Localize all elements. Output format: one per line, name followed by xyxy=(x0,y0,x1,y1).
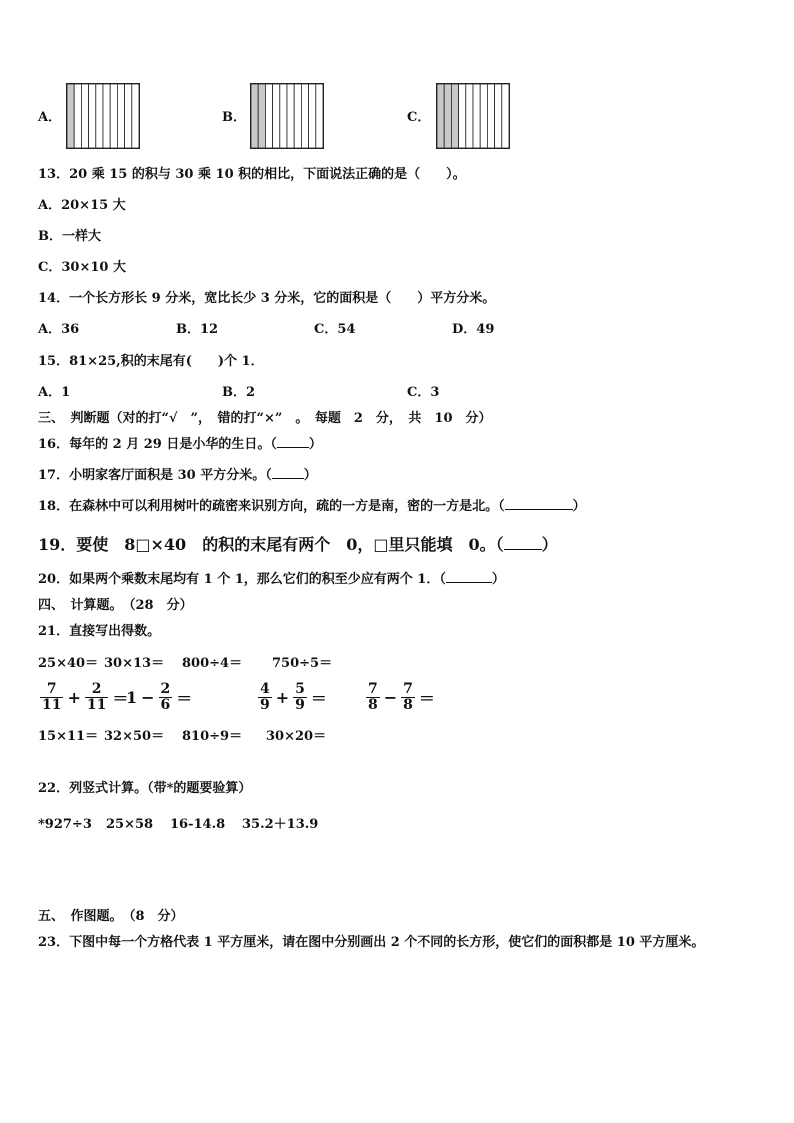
q12-option-b-label: B． xyxy=(222,110,246,125)
fraction xyxy=(366,682,380,713)
shaded-strip xyxy=(444,84,451,148)
numerator: 7 xyxy=(368,681,378,697)
calc-item: 25×40＝ xyxy=(38,656,99,671)
q14-stem: 14．一个长方形长 9 分米，宽比长少 3 分米，它的面积是（ ）平方分米。 xyxy=(38,291,496,306)
q12-figure-c xyxy=(436,83,510,149)
fraction-expression-1 xyxy=(38,682,130,713)
q14-option-d: D．49 xyxy=(452,322,495,337)
q17-answer-blank[interactable] xyxy=(272,478,304,479)
blank-strip xyxy=(265,84,272,148)
q14-option-c: C．54 xyxy=(314,322,356,337)
q17-text: 17．小明家客厅面积是 30 平方分米。（ xyxy=(38,468,272,483)
blank-strip xyxy=(74,84,81,148)
q18-text: 18．在森林中可以利用树叶的疏密来识别方向，疏的一方是南，密的一方是北。（ xyxy=(38,499,505,514)
calc-item: 15×11＝ xyxy=(38,729,99,744)
vertical-calc-item: 16-14.8 xyxy=(170,817,226,832)
fraction xyxy=(293,682,307,713)
whole-number: 1 xyxy=(126,688,138,707)
denominator: 9 xyxy=(295,697,305,713)
fraction-expression-4 xyxy=(364,682,437,713)
q16-text: 16．每年的 2 月 29 日是小华的生日。（ xyxy=(38,437,277,452)
operator: − xyxy=(383,688,398,707)
q18-answer-blank[interactable] xyxy=(505,509,573,510)
q14-option-a: A．36 xyxy=(38,322,80,337)
blank-strip xyxy=(132,84,139,148)
q15-option-b: B．2 xyxy=(222,385,256,400)
blank-strip xyxy=(466,84,473,148)
blank-strip xyxy=(495,84,502,148)
blank-strip xyxy=(103,84,110,148)
operator: + xyxy=(275,688,290,707)
equals-sign: ＝ xyxy=(310,689,327,708)
blank-strip xyxy=(287,84,294,148)
equals-sign: ＝ xyxy=(112,689,129,708)
strip-figure-c xyxy=(437,84,509,148)
denominator: 11 xyxy=(86,697,107,713)
denominator: 9 xyxy=(260,697,270,713)
shaded-strip xyxy=(67,84,74,148)
q15-stem: 15．81×25,积的末尾有( )个 1． xyxy=(38,354,264,369)
numerator: 2 xyxy=(91,681,102,697)
numerator: 7 xyxy=(403,681,413,697)
calc-item: 750÷5＝ xyxy=(272,656,333,671)
shaded-strip xyxy=(251,84,258,148)
shaded-strip xyxy=(451,84,458,148)
q22-stem: 22．列竖式计算。（带*的题要验算） xyxy=(38,781,252,796)
operator: − xyxy=(141,688,155,707)
q16 xyxy=(38,437,322,453)
calc-item: 30×13＝ xyxy=(104,656,165,671)
blank-strip xyxy=(125,84,132,148)
q20 xyxy=(38,572,505,588)
blank-strip xyxy=(81,84,88,148)
blank-strip xyxy=(459,84,466,148)
equals-sign: ＝ xyxy=(176,689,193,708)
fraction xyxy=(258,682,272,713)
q18-close-paren: ） xyxy=(572,499,586,514)
q21-stem: 21．直接写出得数。 xyxy=(38,624,161,639)
q17 xyxy=(38,468,317,484)
blank-strip xyxy=(487,84,494,148)
q13-option-a: A．20×15 大 xyxy=(38,198,126,213)
blank-strip xyxy=(301,84,308,148)
blank-strip xyxy=(316,84,323,148)
calc-item: 810÷9＝ xyxy=(182,729,243,744)
strip-figure-a xyxy=(67,84,139,148)
blank-strip xyxy=(110,84,117,148)
calc-item: 30×20＝ xyxy=(266,729,327,744)
fraction-expression-3 xyxy=(256,682,329,713)
q12-option-c-label: C． xyxy=(407,110,431,125)
section3-heading: 三、 判断题（对的打“√ ”， 错的打“×” 。 每题 2 分， 共 10 分） xyxy=(38,411,492,426)
q20-answer-blank[interactable] xyxy=(446,582,492,583)
q13-stem: 13．20 乘 15 的积与 30 乘 10 积的相比，下面说法正确的是（ ）。 xyxy=(38,167,466,182)
q17-close-paren: ） xyxy=(303,468,317,483)
fraction xyxy=(40,682,63,713)
q19-answer-blank[interactable] xyxy=(504,549,542,550)
numerator: 4 xyxy=(260,681,270,697)
q12-option-a-label: A． xyxy=(38,110,62,125)
blank-strip xyxy=(480,84,487,148)
blank-strip xyxy=(89,84,96,148)
numerator: 2 xyxy=(160,681,171,697)
q19-text: 19．要使 8□×40 的积的末尾有两个 0，□里只能填 0。（ xyxy=(38,535,504,554)
q16-close-paren: ） xyxy=(308,437,322,452)
fraction xyxy=(159,682,173,713)
blank-strip xyxy=(280,84,287,148)
q12-figure-a xyxy=(66,83,140,149)
q12-figure-b xyxy=(250,83,324,149)
denominator: 6 xyxy=(160,697,171,713)
vertical-calc-item: 35.2＋13.9 xyxy=(242,817,319,832)
q19-close-paren: ） xyxy=(541,535,558,554)
denominator: 8 xyxy=(403,697,413,713)
calc-item: 800÷4＝ xyxy=(182,656,243,671)
q23-stem: 23．下图中每一个方格代表 1 平方厘米，请在图中分别画出 2 个不同的长方形，使它们的面积都是 10 平方厘米。 xyxy=(38,935,705,950)
fraction-expression-2 xyxy=(124,682,194,713)
shaded-strip xyxy=(437,84,444,148)
strip-figure-b xyxy=(251,84,323,148)
vertical-calc-item: 25×58 xyxy=(106,817,154,832)
calc-item: 32×50＝ xyxy=(104,729,165,744)
denominator: 8 xyxy=(368,697,378,713)
operator: + xyxy=(67,688,81,707)
equals-sign: ＝ xyxy=(418,689,435,708)
shaded-strip xyxy=(258,84,265,148)
blank-strip xyxy=(273,84,280,148)
q16-answer-blank[interactable] xyxy=(277,447,309,448)
q13-option-b: B．一样大 xyxy=(38,229,101,244)
blank-strip xyxy=(96,84,103,148)
fraction xyxy=(401,682,415,713)
blank-strip xyxy=(502,84,509,148)
section4-heading: 四、 计算题。 （28 分） xyxy=(38,598,193,613)
q20-text: 20．如果两个乘数末尾均有 1 个 1，那么它们的积至少应有两个 1．（ xyxy=(38,572,446,587)
q18 xyxy=(38,499,586,515)
numerator: 7 xyxy=(46,681,57,697)
blank-strip xyxy=(473,84,480,148)
numerator: 5 xyxy=(295,681,305,697)
section5-heading: 五、 作图题。 （8 分） xyxy=(38,909,184,924)
q14-option-b: B．12 xyxy=(176,322,219,337)
q19 xyxy=(38,535,558,555)
blank-strip xyxy=(117,84,124,148)
q13-option-c: C．30×10 大 xyxy=(38,260,126,275)
q20-close-paren: ） xyxy=(491,572,505,587)
denominator: 11 xyxy=(42,697,62,713)
fraction xyxy=(85,682,108,713)
blank-strip xyxy=(294,84,301,148)
q15-option-a: A．1 xyxy=(38,385,71,400)
blank-strip xyxy=(309,84,316,148)
vertical-calc-item: *927÷3 xyxy=(38,817,92,832)
q15-option-c: C．3 xyxy=(407,385,440,400)
